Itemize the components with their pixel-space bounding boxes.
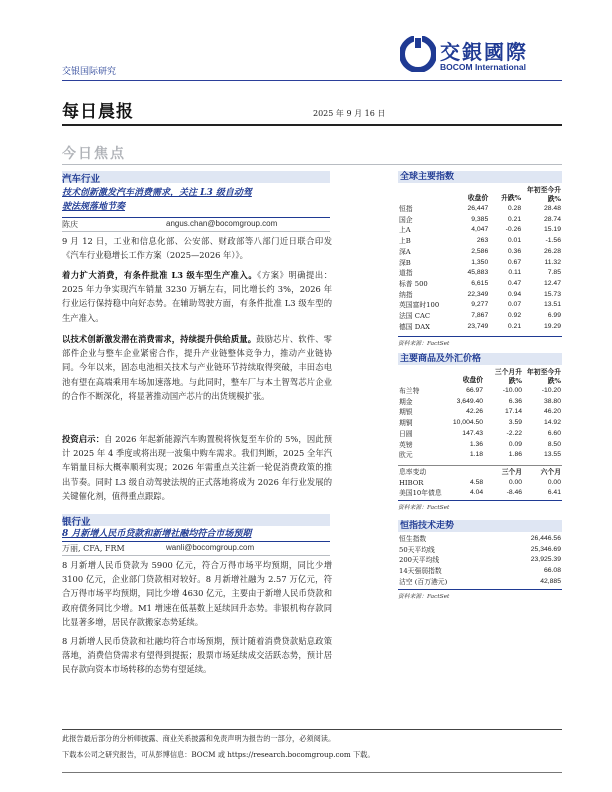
table-row: 深B 1,350 0.67 11.32 <box>399 258 561 267</box>
table-row: 期铜 10,004.50 3.59 14.92 <box>399 419 561 428</box>
article-auto-bar <box>62 171 330 183</box>
sidebar-indices-title: 全球主要指数 <box>398 171 562 183</box>
article-auto-paragraph-4-lead: 投资启示： <box>62 434 105 444</box>
table-row: 恒生指数 26,446.56 <box>399 535 561 543</box>
article-bank-sector: 银行业 <box>62 517 91 528</box>
focus-divider <box>62 164 562 165</box>
table-row: 恒指 26,447 0.28 28.48 <box>399 205 561 213</box>
sidebar-commodities-title: 主要商品及外汇价格 <box>398 353 562 365</box>
commodities-col-3m: 三个月升跌% <box>494 368 523 385</box>
rates-header-row: 息率变动 三个月 六个月 <box>399 468 561 476</box>
footer-divider <box>62 729 562 730</box>
commodities-table <box>398 368 562 461</box>
table-row: 道指 45,883 0.11 7.85 <box>399 269 561 278</box>
table-row: HIBOR 4.58 0.00 0.00 <box>399 478 561 487</box>
article-auto-paragraph-4: 投资启示：自 2026 年起新能源汽车购置税将恢复至车价的 5%，因此预计 2025 年 4 季度或将出现一波集中购车需求。我们判断，2025 全年汽车销量目标大概率顺利实现；2026 年需重点关注新一轮促消费政策的推出节奏。同时 L3 级自动驾驶法规的正式落地将成为 2026 年行业发展的关键催化剂，值得重点跟踪。 <box>62 434 332 501</box>
rates-table <box>398 467 562 499</box>
indices-col-close: 收盘价 <box>467 194 489 203</box>
article-auto-paragraph-3-lead: 以技术创新激发潜在消费需求，持续提升供给质量。 <box>62 334 257 344</box>
rates-bottom-line <box>398 500 562 501</box>
table-row: 上B 263 0.01 -1.56 <box>399 237 561 246</box>
article-auto-paragraph-1: 9 月 12 日，工业和信息化部、公安部、财政部等八部门近日联合印发《汽车行业稳增长工作方案（2025—2026 年）》。 <box>62 236 332 261</box>
logo-chinese-name: 交銀國際 <box>440 40 528 64</box>
article-bank-email[interactable]: wanli@bocomgroup.com <box>166 543 255 552</box>
indices-source: 资料来源：FactSet <box>398 341 450 347</box>
footer-disclaimer: 此报告最后部分的分析师披露、商业关系披露和免责声明为报告的一部分，必须阅读。 <box>62 734 336 743</box>
article-auto-author: 陈庆 <box>62 220 78 229</box>
table-row: 英镑 1.36 0.09 8.50 <box>399 440 561 449</box>
footer-download-note[interactable]: 下载本公司之研究报告，可从彭博信息：BOCM 或 https://research.bocomgroup.com 下载。 <box>62 750 375 759</box>
table-row: 期金 3,649.40 6.36 38.80 <box>399 397 561 406</box>
article-auto-divider-2 <box>62 231 330 232</box>
bocom-logo-icon <box>400 36 436 72</box>
table-row: 美国10年债息 4.04 -8.46 6.41 <box>399 489 561 498</box>
article-auto-paragraph-2: 着力扩大消费，有条件批准 L3 级车型生产准入。《方案》明确提出：2025 年力争实现汽车销量 3230 万辆左右，同比增长约 3%，2026 年行业运行保持稳中向好态势。在辅助驾驶方面，有条件批准 L3 级车型的生产准入。 <box>62 270 332 323</box>
table-row: 英国富时100 9,277 0.07 13.51 <box>399 301 561 310</box>
table-row: 法国 CAC 7,867 0.92 6.99 <box>399 312 561 321</box>
article-auto-title-line2[interactable]: 驶法规落地节奏 <box>62 202 126 212</box>
title-divider <box>62 124 562 126</box>
commodities-col-close: 收盘价 <box>462 376 484 385</box>
commodities-col-ytd: 年初至今升跌% <box>527 368 561 385</box>
table-row: 国企 9,385 0.21 28.74 <box>399 215 561 224</box>
page-title: 每日晨报 <box>62 102 134 122</box>
table-row: 标普 500 6,615 0.47 12.47 <box>399 279 561 288</box>
commodities-header-row <box>398 368 562 386</box>
table-row: 布兰特 66.97 -10.00 -10.20 <box>399 387 561 395</box>
article-bank-paragraph-1: 8 月新增人民币贷款为 5900 亿元，符合万得市场平均预期，同比少增 3100 亿元，企业部门贷款相对较好。8 月新增社融为 2.57 万亿元，符合万得市场平均预期，同比少增 4630 亿元，主要由于新增人民币贷款和政府债务同比少增。M1 增速在低基数上延续回升态势。非银机构存款同比显著多增，居民存款搬家态势延续。 <box>62 560 332 627</box>
article-bank-divider <box>62 541 330 542</box>
article-auto-sector: 汽车行业 <box>62 174 101 185</box>
table-row: 14天强弱指数 66.08 <box>399 567 561 576</box>
hsi-trend-bottom-line <box>398 589 562 590</box>
article-auto-title[interactable] <box>62 186 332 214</box>
report-date: 2025 年 9 月 16 日 <box>313 109 386 118</box>
article-auto-email[interactable]: angus.chan@bocomgroup.com <box>166 219 278 228</box>
footer-bottom-line <box>62 772 562 773</box>
section-heading-focus: 今日焦点 <box>62 146 126 162</box>
table-row: 期银 42.26 17.14 46.20 <box>399 408 561 417</box>
commodities-mid-line <box>398 465 562 466</box>
indices-table <box>398 186 562 332</box>
article-auto-paragraph-2-lead: 着力扩大消费，有条件批准 L3 级车型生产准入。 <box>62 270 258 280</box>
table-row: 德国 DAX 23,749 0.21 19.29 <box>399 322 561 331</box>
article-auto-paragraph-3: 以技术创新激发潜在消费需求，持续提升供给质量。鼓励芯片、软件、零部件企业与整车企业紧密合作，提升产业链整体竞争力，推动产业链协同。今年以来，固态电池相关技术与产业链环节持续取得突破，丰田态电池有望在高端乘用车场加速落地。与此同时，整车厂与本土智驾芯片企业的合作不断深化，将显著推动国产芯片的出货规模扩张。 <box>62 334 332 401</box>
hsi-trend-table <box>398 534 562 588</box>
indices-header-row <box>398 186 562 204</box>
table-row: 欧元 1.18 1.86 13.55 <box>399 451 561 460</box>
article-bank-divider-2 <box>62 555 330 556</box>
article-bank-author: 万丽, CFA, FRM <box>62 544 125 553</box>
indices-col-change: 升跌% <box>501 194 522 203</box>
table-row: 200天平均线 23,925.39 <box>399 556 561 565</box>
article-bank-title[interactable]: 8 月新增人民币贷款和新增社融均符合市场预期 <box>62 529 252 539</box>
table-row: 50天平均线 25,346.69 <box>399 545 561 554</box>
indices-table-bottom-line <box>398 336 562 337</box>
department-label: 交银国际研究 <box>62 67 117 77</box>
table-row: 日圆 147.43 -2.22 6.60 <box>399 429 561 438</box>
logo-english-name: BOCOM International <box>440 62 526 72</box>
article-auto-divider <box>62 217 330 218</box>
sidebar-hsi-trend-title: 恒指技术走势 <box>398 520 562 532</box>
table-row: 上A 4,047 -0.26 15.19 <box>399 226 561 235</box>
header-divider <box>62 80 562 81</box>
article-auto-title-line1[interactable]: 技术创新激发汽车消费需求，关注 L3 级自动驾 <box>62 188 252 198</box>
table-row: 深A 2,586 0.36 26.28 <box>399 247 561 256</box>
table-row: 纳指 22,349 0.94 15.73 <box>399 290 561 299</box>
article-bank-paragraph-2: 8 月新增人民币贷款和社融均符合市场预期，预计随着消费贷款贴息政策落地，消费信贷需求有望得到提振；股票市场延续成交活跃态势，预计居民存款向资本市场转移的态势有望延续。 <box>62 636 332 675</box>
commodities-source: 资料来源：FactSet <box>398 505 450 511</box>
article-bank-bar <box>62 514 330 526</box>
hsi-trend-source: 资料来源：FactSet <box>398 594 450 600</box>
indices-col-ytd: 年初至今升跌% <box>527 186 561 203</box>
table-row: 沽空 (百万港元) 42,885 <box>399 577 561 586</box>
